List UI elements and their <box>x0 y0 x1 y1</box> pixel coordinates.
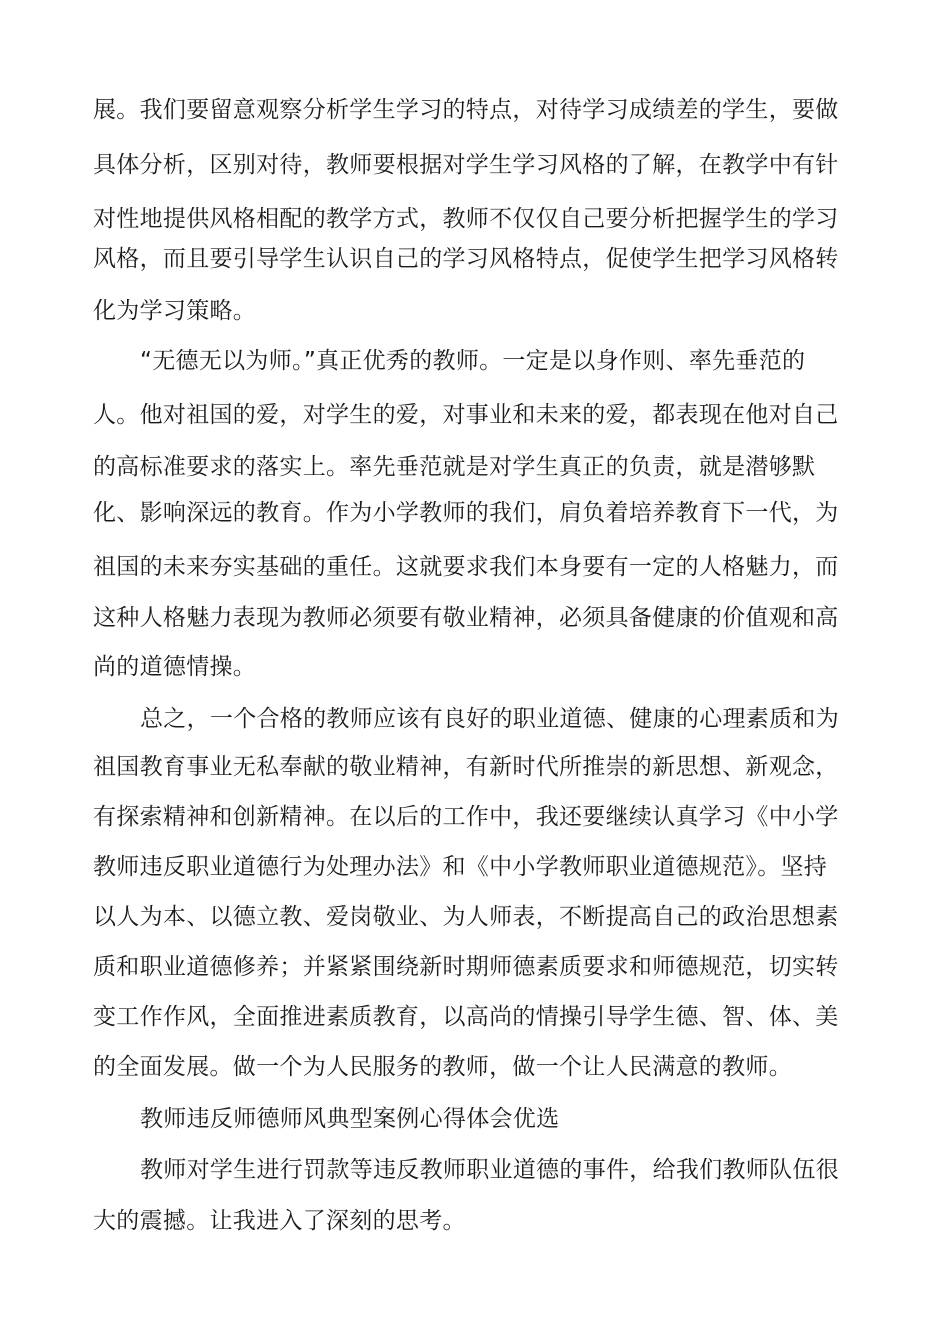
paragraph-1-line-4: 风格，而且要引导学生认识自己的学习风格特点，促使学生把学习风格转 <box>93 246 839 272</box>
paragraph-2-line-4: 化、影响深远的教育。作为小学教师的我们，肩负着培养教育下一代，为 <box>93 500 839 526</box>
paragraph-1-line-5: 化为学习策略。 <box>93 298 257 324</box>
paragraph-2-line-2: 人。他对祖国的爱，对学生的爱，对事业和未来的爱，都表现在他对自己 <box>93 402 839 428</box>
paragraph-1-line-2: 具体分析，区别对待，教师要根据对学生学习风格的了解，在教学中有针 <box>93 152 839 178</box>
paragraph-2-line-7: 尚的道德情操。 <box>93 654 257 680</box>
paragraph-3-line-6: 质和职业道德修养；并紧紧围绕新时期师德素质要求和师德规范，切实转 <box>93 954 839 980</box>
paragraph-4-line-2: 大的震撼。让我进入了深刻的思考。 <box>93 1208 466 1234</box>
section-heading: 教师违反师德师风典型案例心得体会优选 <box>140 1106 560 1132</box>
paragraph-3-line-3: 有探索精神和创新精神。在以后的工作中，我还要继续认真学习《中小学 <box>93 804 839 830</box>
paragraph-2-line-6: 这种人格魅力表现为教师必须要有敬业精神，必须具备健康的价值观和高 <box>93 605 839 631</box>
paragraph-3-line-4: 教师违反职业道德行为处理办法》和《中小学教师职业道德规范》。坚持 <box>93 854 828 880</box>
paragraph-2-line-5: 祖国的未来夯实基础的重任。这就要求我们本身要有一定的人格魅力，而 <box>93 554 839 580</box>
paragraph-1-line-3: 对性地提供风格相配的教学方式，教师不仅仅自己要分析把握学生的学习 <box>93 206 839 232</box>
paragraph-3-line-7: 变工作作风，全面推进素质教育，以高尚的情操引导学生德、智、体、美 <box>93 1004 839 1030</box>
paragraph-3-line-8: 的全面发展。做一个为人民服务的教师，做一个让人民满意的教师。 <box>93 1054 792 1080</box>
paragraph-3-line-2: 祖国教育事业无私奉献的敬业精神，有新时代所推崇的新思想、新观念， <box>93 754 839 780</box>
paragraph-3-line-1: 总之，一个合格的教师应该有良好的职业道德、健康的心理素质和为 <box>140 706 839 732</box>
paragraph-4-line-1: 教师对学生进行罚款等违反教师职业道德的事件，给我们教师队伍很 <box>140 1157 839 1183</box>
paragraph-1-line-1: 展。我们要留意观察分析学生学习的特点，对待学习成绩差的学生，要做 <box>93 97 839 123</box>
paragraph-2-line-3: 的高标准要求的落实上。率先垂范就是对学生真正的负责，就是潜够默 <box>93 454 816 480</box>
paragraph-3-line-5: 以人为本、以德立教、爱岗敬业、为人师表，不断提高自己的政治思想素 <box>93 904 839 930</box>
paragraph-2-line-1: “无德无以为师。”真正优秀的教师。一定是以身作则、率先垂范的 <box>140 348 806 374</box>
